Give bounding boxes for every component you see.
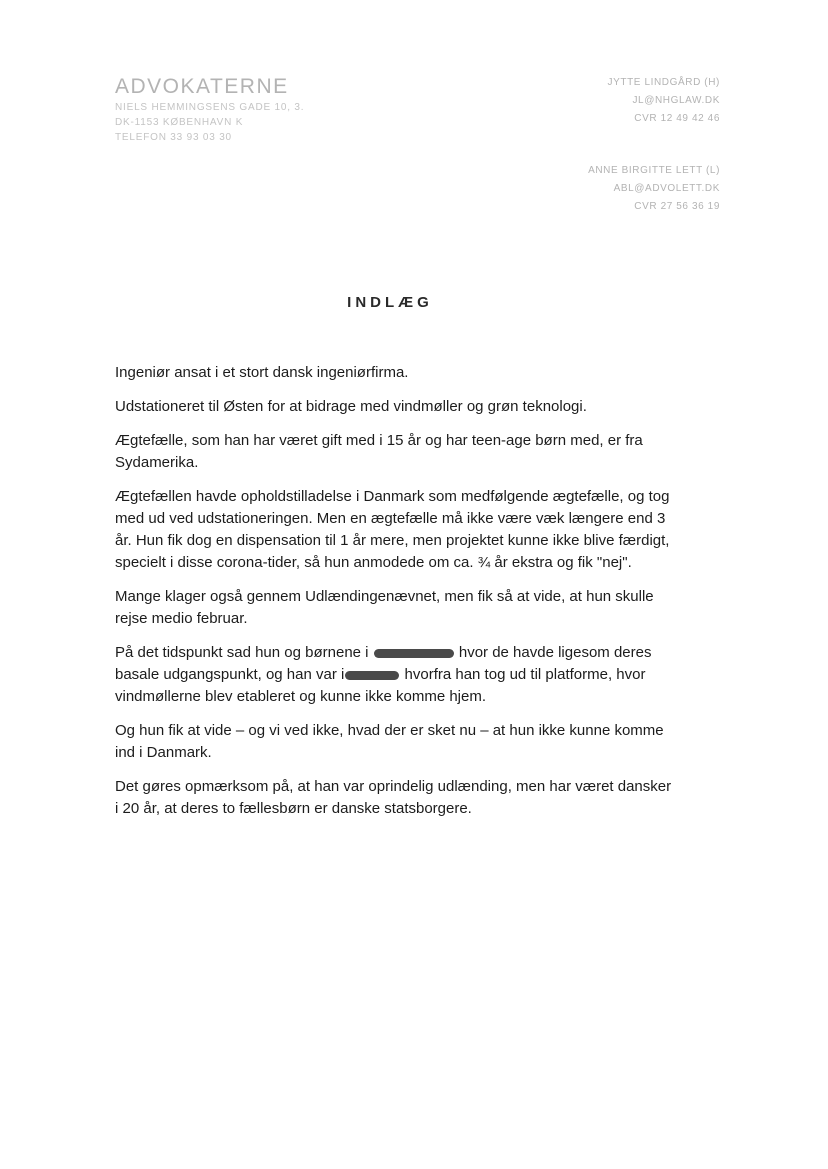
lawyer-email: ABL@ADVOLETT.DK bbox=[613, 183, 720, 194]
paragraph: Ægtefællen havde opholdstilladelse i Danmark som medfølgende ægtefælle, og tog med ud ved udstationeringen. Men en ægtefælle må ikke være væk længere end 3 år. Hun fik dog en dispensation til 1 år mere, men projektet kunne ikke blive færdigt, specielt i disse corona-tider, så hun anmodede om ca. ¾ år ekstra og fik "nej". bbox=[115, 488, 670, 571]
firm-address-line-1: NIELS HEMMINGSENS GADE 10, 3. bbox=[115, 102, 305, 113]
paragraph-text: hvorfra han tog ud til platforme, hvor vindmøllerne blev etableret og kunne ikke komme hjem. bbox=[115, 666, 646, 705]
letterhead-firm bbox=[115, 74, 304, 145]
paragraph: Ægtefælle, som han har været gift med i 15 år og har teen-age børn med, er fra Sydamerika. bbox=[115, 432, 643, 471]
lawyer-block-1 bbox=[608, 74, 720, 128]
lawyer-cvr: CVR 12 49 42 46 bbox=[634, 113, 720, 124]
paragraph-text: hvor de havde ligesom deres basale udgangspunkt, og han var i bbox=[115, 644, 652, 683]
lawyer-name: ANNE BIRGITTE LETT (L) bbox=[588, 165, 720, 176]
lawyer-block-2 bbox=[588, 162, 720, 216]
document-body bbox=[115, 362, 675, 832]
paragraph: Ingeniør ansat i et stort dansk ingeniørfirma. bbox=[115, 364, 409, 381]
paragraph: Mange klager også gennem Udlændingenævnet, men fik så at vide, at hun skulle rejse medio februar. bbox=[115, 588, 654, 627]
redaction-mark bbox=[345, 671, 399, 680]
firm-phone: TELEFON 33 93 03 30 bbox=[115, 132, 232, 143]
redaction-mark bbox=[374, 649, 454, 658]
redacted-paragraph bbox=[115, 642, 675, 708]
document-title: INDLÆG bbox=[347, 294, 433, 311]
lawyer-cvr: CVR 27 56 36 19 bbox=[634, 201, 720, 212]
lawyer-email: JL@NHGLAW.DK bbox=[632, 95, 720, 106]
paragraph: Udstationeret til Østen for at bidrage med vindmøller og grøn teknologi. bbox=[115, 398, 587, 415]
firm-address-line-2: DK-1153 KØBENHAVN K bbox=[115, 117, 244, 128]
firm-name: ADVOKATERNE bbox=[115, 75, 289, 98]
paragraph: Og hun fik at vide – og vi ved ikke, hvad der er sket nu – at hun ikke kunne komme ind i Danmark. bbox=[115, 722, 664, 761]
lawyer-name: JYTTE LINDGÅRD (H) bbox=[607, 77, 720, 88]
paragraph: Det gøres opmærksom på, at han var oprindelig udlænding, men har været dansker i 20 år, at deres to fællesbørn er danske statsborgere. bbox=[115, 778, 672, 817]
paragraph-text: På det tidspunkt sad hun og børnene i bbox=[115, 644, 373, 661]
